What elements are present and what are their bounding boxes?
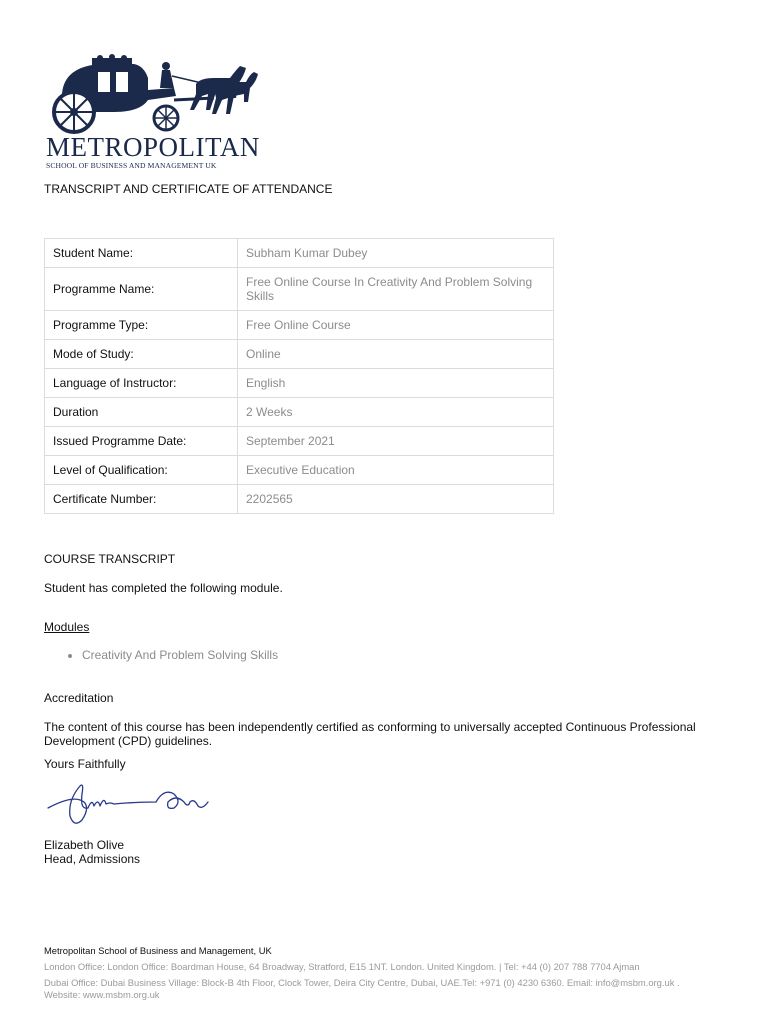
handwritten-signature: [44, 780, 214, 830]
modules-heading: Modules: [44, 620, 90, 634]
horse-carriage-icon: [44, 54, 259, 134]
detail-label: Level of Qualification:: [45, 456, 238, 485]
detail-label: Programme Name:: [45, 268, 238, 311]
detail-label: Issued Programme Date:: [45, 427, 238, 456]
footer-website: Website: www.msbm.org.uk: [44, 989, 160, 1000]
detail-value: Executive Education: [238, 456, 554, 485]
accreditation-heading: Accreditation: [44, 691, 114, 705]
student-details-table: [44, 238, 554, 514]
signatory-role: Head, Admissions: [44, 852, 141, 866]
modules-list: [44, 648, 278, 662]
logo-subtitle: SCHOOL OF BUSINESS AND MANAGEMENT UK: [46, 161, 217, 170]
detail-label: Student Name:: [45, 239, 238, 268]
detail-label: Certificate Number:: [45, 485, 238, 514]
document-title: TRANSCRIPT AND CERTIFICATE OF ATTENDANCE: [44, 182, 333, 196]
signatory-name: Elizabeth Olive: [44, 838, 125, 852]
table-row: [45, 340, 554, 369]
detail-label: Language of Instructor:: [45, 369, 238, 398]
detail-value: Online: [238, 340, 554, 369]
table-row: [45, 427, 554, 456]
list-item: • Creativity And Problem Solving Skills: [82, 648, 278, 662]
footer-dubai-address: Dubai Office: Dubai Business Village: Block-B 4th Floor, Clock Tower, Deira City Centre, Dubai, UAE.Tel: +971 (0) 4230 6360. Email: info@msbm.org.uk .: [44, 977, 680, 988]
detail-value: 2 Weeks: [238, 398, 554, 427]
table-row: [45, 398, 554, 427]
detail-label: Duration: [45, 398, 238, 427]
detail-label: Programme Type:: [45, 311, 238, 340]
detail-value: Free Online Course: [238, 311, 554, 340]
table-row: [45, 239, 554, 268]
signatory-block: [44, 838, 140, 866]
table-row: [45, 369, 554, 398]
detail-value: September 2021: [238, 427, 554, 456]
table-row: [45, 485, 554, 514]
table-row: [45, 456, 554, 485]
detail-value: 2202565: [238, 485, 554, 514]
course-transcript-heading: COURSE TRANSCRIPT: [44, 552, 176, 566]
footer: [44, 945, 744, 1001]
detail-value: Free Online Course In Creativity And Problem Solving Skills: [238, 268, 554, 311]
accreditation-text: The content of this course has been independently certified as conforming to universally accepted Continuous Professional Development (CPD) guidelines.: [44, 720, 696, 748]
detail-label: Mode of Study:: [45, 340, 238, 369]
detail-value: English: [238, 369, 554, 398]
footer-london-address: London Office: London Office: Boardman House, 64 Broadway, Stratford, E15 1NT. London. United Kingdom. | Tel: +44 (0) 207 788 7704 Ajman: [44, 961, 640, 972]
table-row: [45, 311, 554, 340]
table-row: [45, 268, 554, 311]
logo-name: METROPOLITAN: [46, 132, 260, 162]
footer-org: Metropolitan School of Business and Management, UK: [44, 945, 272, 956]
detail-value: Subham Kumar Dubey: [238, 239, 554, 268]
school-logo: [44, 54, 259, 174]
transcript-intro: Student has completed the following module.: [44, 581, 283, 595]
closing-text: Yours Faithfully: [44, 757, 126, 771]
